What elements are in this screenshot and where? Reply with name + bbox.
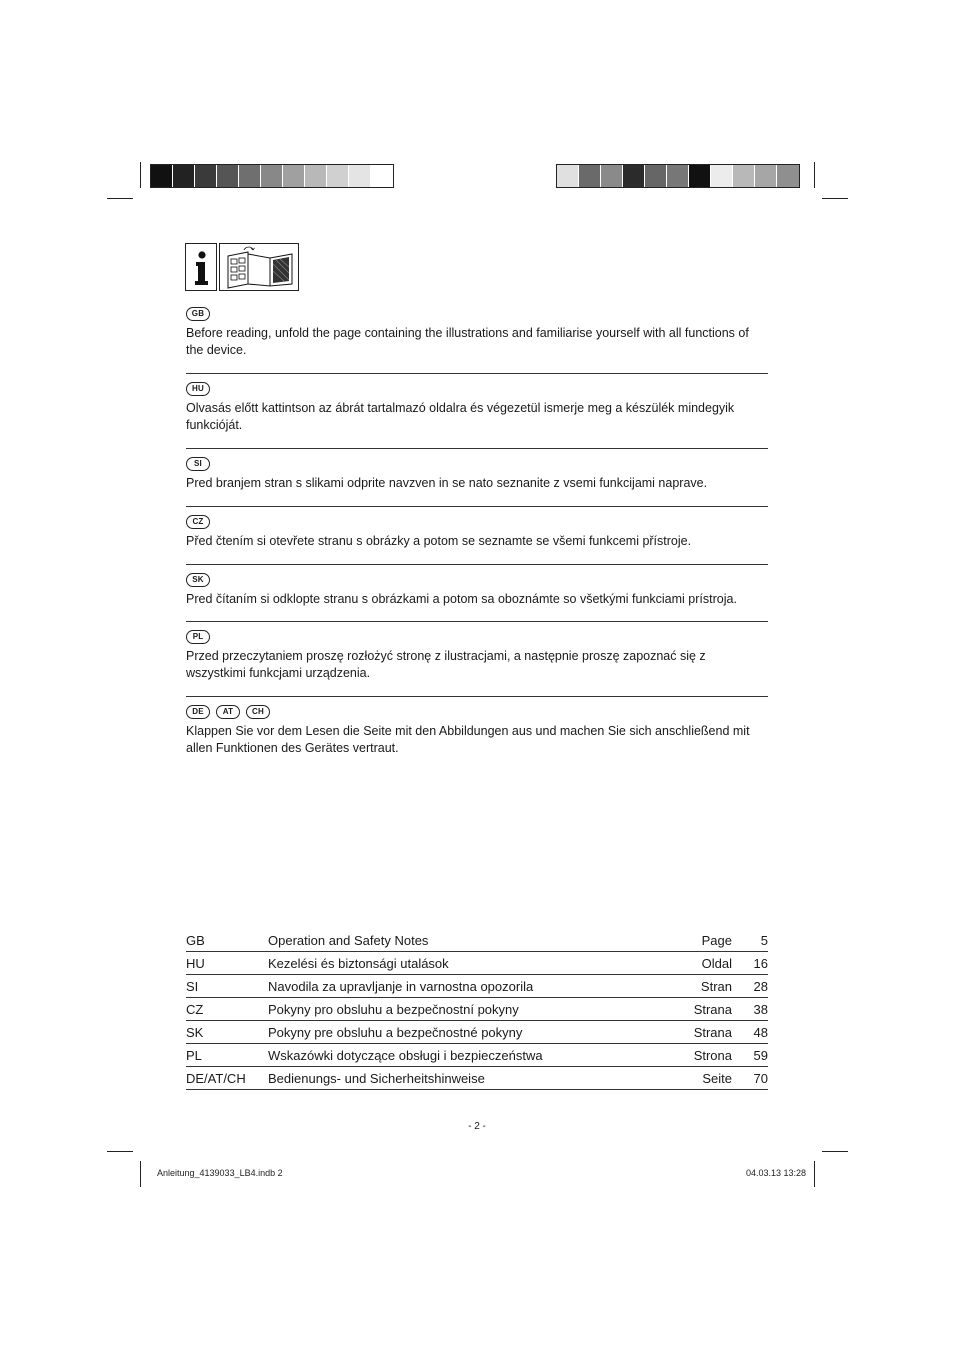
page-label: Seite xyxy=(702,1070,732,1086)
page-number-footer: - 2 - xyxy=(468,1121,486,1132)
crop-mark xyxy=(814,162,815,188)
color-swatch xyxy=(557,165,579,187)
color-swatch xyxy=(283,165,305,187)
page-number: 16 xyxy=(753,955,768,971)
date-slug: 04.03.13 13:28 xyxy=(745,1168,806,1178)
instruction-section-de-at-ch xyxy=(186,705,768,765)
color-swatch xyxy=(623,165,645,187)
color-swatch xyxy=(217,165,239,187)
chapter-title: Operation and Safety Notes xyxy=(268,932,429,948)
page-label: Strana xyxy=(693,1001,732,1017)
page-label: Oldal xyxy=(701,955,732,971)
page-label: Strana xyxy=(693,1024,732,1040)
crop-mark xyxy=(140,1161,141,1187)
language-badges xyxy=(186,307,768,321)
language-badges xyxy=(186,573,768,587)
crop-mark xyxy=(140,162,141,188)
language-badge: AT xyxy=(216,705,240,719)
file-slug: Anleitung_4139033_LB4.indb 2 xyxy=(157,1168,283,1178)
language-badge: HU xyxy=(186,382,210,396)
instruction-section-sk xyxy=(186,573,768,622)
page-label: Strona xyxy=(693,1047,732,1063)
page-number: 28 xyxy=(753,978,768,994)
language-badges xyxy=(186,457,768,471)
instruction-section-cz xyxy=(186,515,768,565)
instruction-text: Przed przeczytaniem proszę rozłożyć stronę z ilustracjami, a następnie proszę zapoznać się z wszystkimi funkcjami urządzenia. xyxy=(186,649,706,680)
crop-mark xyxy=(814,1161,815,1187)
crop-mark xyxy=(107,1151,133,1152)
language-code: HU xyxy=(186,955,205,971)
instruction-section-hu xyxy=(186,382,768,449)
color-swatch xyxy=(689,165,711,187)
language-badges xyxy=(186,515,768,529)
language-code: SK xyxy=(186,1024,204,1040)
instruction-section-si xyxy=(186,457,768,507)
language-code: DE/AT/CH xyxy=(186,1070,246,1086)
language-badges xyxy=(186,630,768,644)
chapter-title: Wskazówki dotyczące obsługi i bezpieczeństwa xyxy=(268,1047,543,1063)
color-bar-left xyxy=(150,164,394,188)
color-swatch xyxy=(305,165,327,187)
instruction-text: Before reading, unfold the page containing the illustrations and familiarise yourself with all functions of the device. xyxy=(186,326,749,357)
language-badges xyxy=(186,705,768,719)
contents-table xyxy=(186,929,768,1090)
color-swatch xyxy=(601,165,623,187)
language-badge: CZ xyxy=(186,515,210,529)
language-code: SI xyxy=(186,978,199,994)
page-number: 5 xyxy=(760,932,768,948)
crop-mark xyxy=(822,1151,848,1152)
color-swatch xyxy=(711,165,733,187)
fold-out-page-icon xyxy=(219,243,299,291)
chapter-title: Pokyny pro obsluhu a bezpečnostní pokyny xyxy=(268,1001,519,1017)
language-code: CZ xyxy=(186,1001,204,1017)
language-code: PL xyxy=(186,1047,202,1063)
color-swatch xyxy=(777,165,799,187)
color-bar-right xyxy=(556,164,800,188)
chapter-title: Kezelési és biztonsági utalások xyxy=(268,955,449,971)
instruction-text: Klappen Sie vor dem Lesen die Seite mit den Abbildungen aus und machen Sie sich anschließend mit allen Funktionen des Gerätes vertraut. xyxy=(186,724,750,755)
instruction-text: Pred čítaním si odklopte stranu s obrázkami a potom sa oboznámte so všetkými funkciami prístroja. xyxy=(186,592,737,606)
table-row xyxy=(186,975,768,998)
chapter-title: Navodila za upravljanje in varnostna opozorila xyxy=(268,978,534,994)
table-row xyxy=(186,1021,768,1044)
color-swatch xyxy=(645,165,667,187)
language-badge: SI xyxy=(186,457,210,471)
page-number: 70 xyxy=(753,1070,768,1086)
color-swatch xyxy=(349,165,371,187)
language-badges xyxy=(186,382,768,396)
color-swatch xyxy=(239,165,261,187)
chapter-title: Bedienungs- und Sicherheitshinweise xyxy=(268,1070,485,1086)
instruction-section-gb xyxy=(186,307,768,374)
table-row xyxy=(186,998,768,1021)
language-badge: SK xyxy=(186,573,210,587)
page-number: 59 xyxy=(753,1047,768,1063)
color-swatch xyxy=(733,165,755,187)
instruction-text: Pred branjem stran s slikami odprite navzven in se nato seznanite z vsemi funkcijami naprave. xyxy=(186,476,708,490)
instruction-text: Před čtením si otevřete stranu s obrázky a potom se seznamte se všemi funkcemi přístroje. xyxy=(186,534,692,548)
color-swatch xyxy=(261,165,283,187)
color-swatch xyxy=(327,165,349,187)
page-number: 48 xyxy=(753,1024,768,1040)
language-code: GB xyxy=(186,932,205,948)
color-swatch xyxy=(667,165,689,187)
table-row xyxy=(186,952,768,975)
color-swatch xyxy=(173,165,195,187)
info-icon xyxy=(185,243,217,291)
instruction-text: Olvasás előtt kattintson az ábrát tartalmazó oldalra és végezetül ismerje meg a készülék mindegyik funkcióját. xyxy=(186,401,735,432)
chapter-title: Pokyny pre obsluhu a bezpečnostné pokyny xyxy=(268,1024,523,1040)
color-swatch xyxy=(579,165,601,187)
instruction-section-pl xyxy=(186,630,768,697)
crop-mark xyxy=(822,198,848,199)
table-row xyxy=(186,1067,768,1090)
color-swatch xyxy=(195,165,217,187)
language-badge: PL xyxy=(186,630,210,644)
page-label: Page xyxy=(701,932,732,948)
color-swatch xyxy=(371,165,393,187)
page-label: Stran xyxy=(700,978,732,994)
color-swatch xyxy=(151,165,173,187)
language-badge: CH xyxy=(246,705,270,719)
color-swatch xyxy=(755,165,777,187)
language-badge: DE xyxy=(186,705,210,719)
table-row xyxy=(186,1044,768,1067)
table-row xyxy=(186,929,768,952)
language-badge: GB xyxy=(186,307,210,321)
crop-mark xyxy=(107,198,133,199)
page-number: 38 xyxy=(753,1001,768,1017)
